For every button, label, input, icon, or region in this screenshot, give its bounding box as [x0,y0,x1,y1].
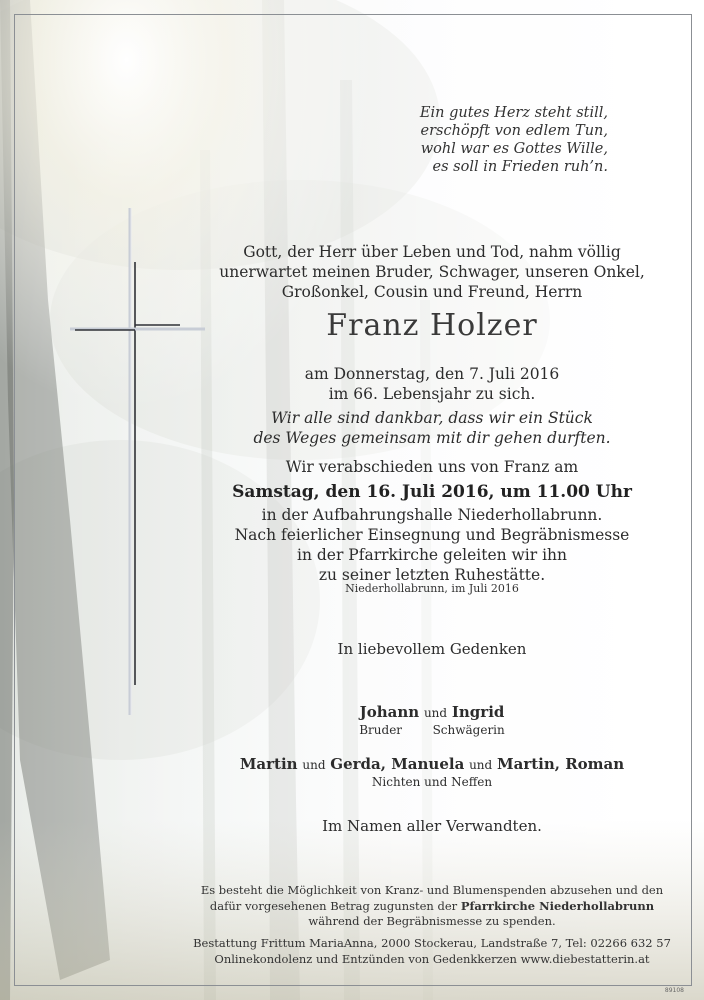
farewell-text: Wir verabschieden uns von Franz am [285,458,579,476]
conjunction: und [423,706,448,720]
mourner-name: Ingrid [451,703,505,721]
place-date: Niederhollabrunn, im Juli 2016 [345,582,519,595]
intro-line: unerwartet meinen Bruder, Schwager, unseren Onkel, [219,263,645,281]
funeral-details [170,505,694,585]
relatives-text: Im Namen aller Verwandten. [322,817,542,835]
poem-line: wohl war es Gottes Wille, [420,141,608,157]
deceased-name: Franz Holzer [326,308,538,343]
mourner-role: Bruder [359,723,403,737]
intro-line: Gott, der Herr über Leben und Tod, nahm völlig [243,243,621,261]
donation-line: während der Begräbnismesse zu spenden. [308,914,556,928]
poem-line: Ein gutes Herz steht still, [419,105,608,121]
poem-line: erschöpft von edlem Tun, [420,123,608,139]
donation-note [170,883,694,930]
thanks-line: des Weges gemeinsam mit dir gehen durften. [253,429,611,447]
details-line: zu seiner letzten Ruhestätte. [318,566,546,584]
details-line: Nach feierlicher Einsegnung und Begräbnismesse [234,526,630,544]
print-code: 89108 [664,987,684,994]
mourner-name: Martin, Roman [497,755,625,773]
poem [420,104,608,176]
mourners-nieces-nephews [170,755,694,789]
mourners-siblings [170,703,694,737]
details-line: in der Aufbahrungshalle Niederhollabrunn. [261,506,603,524]
funeral-home-line: Onlinekondolenz und Entzünden von Gedenkkerzen www.diebestatterin.at [214,951,650,966]
mourner-role: Schwägerin [432,723,505,737]
donation-church: Pfarrkirche Niederhollabrunn [460,898,655,913]
mourner-role: Nichten und Neffen [371,775,493,789]
details-line: in der Pfarrkirche geleiten wir ihn [296,546,568,564]
conjunction: und [469,758,493,772]
thanks-line: Wir alle sind dankbar, dass wir ein Stück [271,409,593,427]
death-line: im 66. Lebensjahr zu sich. [328,385,536,403]
death-line: am Donnerstag, den 7. Juli 2016 [304,365,560,383]
conjunction: und [302,758,326,772]
donation-line: dafür vorgesehenen Betrag zugunsten der [209,898,461,913]
death-info [170,364,694,404]
funeral-home-line: Bestattung Frittum MariaAnna, 2000 Stockerau, Landstraße 7, Tel: 02266 632 57 [193,936,671,950]
donation-line: Es besteht die Möglichkeit von Kranz- und Blumenspenden abzusehen und den [200,883,664,897]
thanks-text [170,408,694,448]
funeral-home-info [170,936,694,967]
announcement-intro [170,242,694,302]
poem-line: es soll in Frieden ruh’n. [432,159,608,175]
mourner-name: Johann [359,703,420,721]
funeral-date: Samstag, den 16. Juli 2016, um 11.00 Uhr [232,482,632,502]
intro-line: Großonkel, Cousin und Freund, Herrn [281,283,583,301]
mourner-name: Martin [239,755,298,773]
mourner-name: Gerda, Manuela [330,755,465,773]
memory-text: In liebevollem Gedenken [337,640,527,658]
